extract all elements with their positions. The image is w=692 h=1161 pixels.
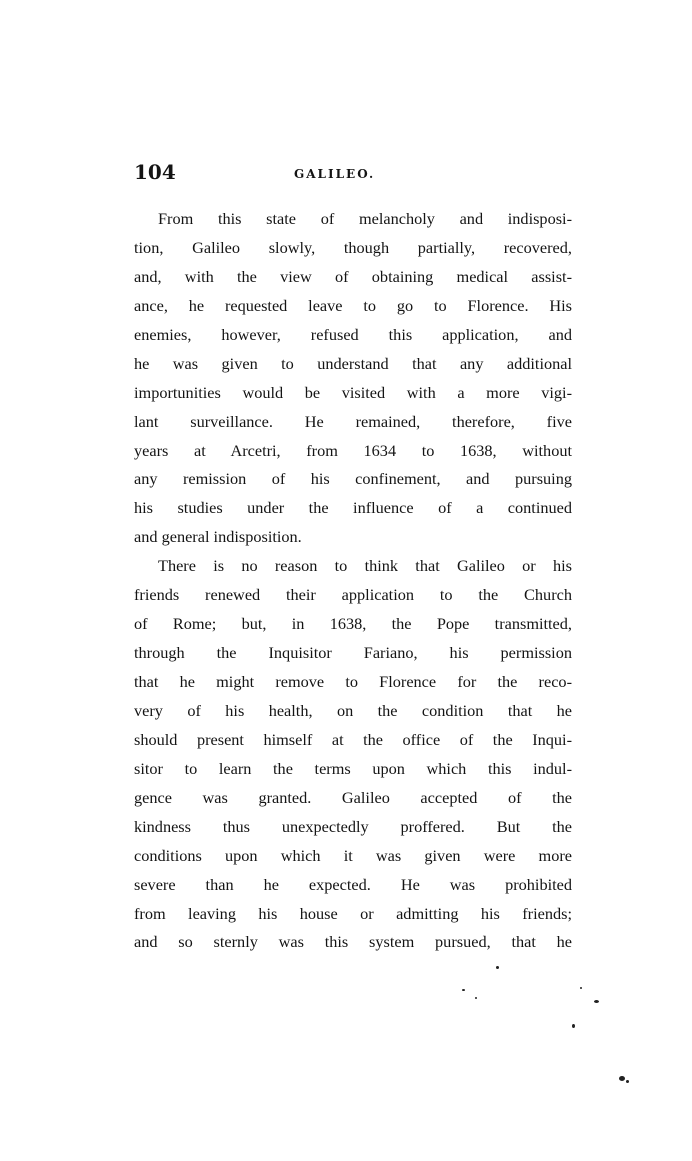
text-line: from leaving his house or admitting his friends; xyxy=(134,903,572,923)
scan-speck xyxy=(619,1076,625,1081)
text-line: tion, Galileo slowly, though partially, recovered, xyxy=(134,237,572,257)
text-line: enemies, however, refused this application, and xyxy=(134,324,572,344)
text-line: and general indisposition. xyxy=(134,527,302,547)
running-title: GALILEO. xyxy=(294,167,376,181)
text-line: and, with the view of obtaining medical assist- xyxy=(134,266,572,286)
body-text xyxy=(134,205,572,957)
text-line: sitor to learn the terms upon which this indul- xyxy=(134,758,572,778)
text-line: that he might remove to Florence for the reco- xyxy=(134,672,572,691)
text-line: his studies under the influence of a continued xyxy=(134,498,572,518)
text-line: should present himself at the office of the Inqui- xyxy=(134,729,572,749)
text-line: lant surveillance. He remained, therefore, five xyxy=(134,411,572,431)
scan-speck xyxy=(594,1000,599,1003)
text-line: From this state of melancholy and indisposi- xyxy=(158,209,572,228)
paragraph-2 xyxy=(134,552,572,957)
text-line: importunities would be visited with a more vigi- xyxy=(134,382,572,402)
text-line: and so sternly was this system pursued, that he xyxy=(134,932,572,952)
scan-speck xyxy=(496,966,499,969)
scan-speck xyxy=(580,987,582,989)
paragraph-1 xyxy=(134,205,572,552)
scan-speck xyxy=(462,989,465,991)
text-line: conditions upon which it was given were more xyxy=(134,845,572,865)
text-line: any remission of his confinement, and pursuing xyxy=(134,469,572,489)
text-line: There is no reason to think that Galileo or his xyxy=(158,556,572,576)
page-number: 104 xyxy=(134,160,176,184)
text-line: ance, he requested leave to go to Florence. His xyxy=(134,295,572,315)
scan-speck xyxy=(475,997,477,999)
text-line: severe than he expected. He was prohibited xyxy=(134,874,572,894)
scan-speck xyxy=(572,1024,575,1028)
text-line: through the Inquisitor Fariano, his permission xyxy=(134,643,572,663)
text-line: friends renewed their application to the Church xyxy=(134,585,572,605)
text-line: of Rome; but, in 1638, the Pope transmitted, xyxy=(134,614,572,634)
scan-speck xyxy=(626,1080,629,1083)
text-line: he was given to understand that any additional xyxy=(134,353,572,373)
text-line: years at Arcetri, from 1634 to 1638, without xyxy=(134,440,572,460)
text-line: kindness thus unexpectedly proffered. But the xyxy=(134,816,572,836)
text-line: gence was granted. Galileo accepted of the xyxy=(134,787,572,807)
text-line: very of his health, on the condition that he xyxy=(134,700,572,720)
